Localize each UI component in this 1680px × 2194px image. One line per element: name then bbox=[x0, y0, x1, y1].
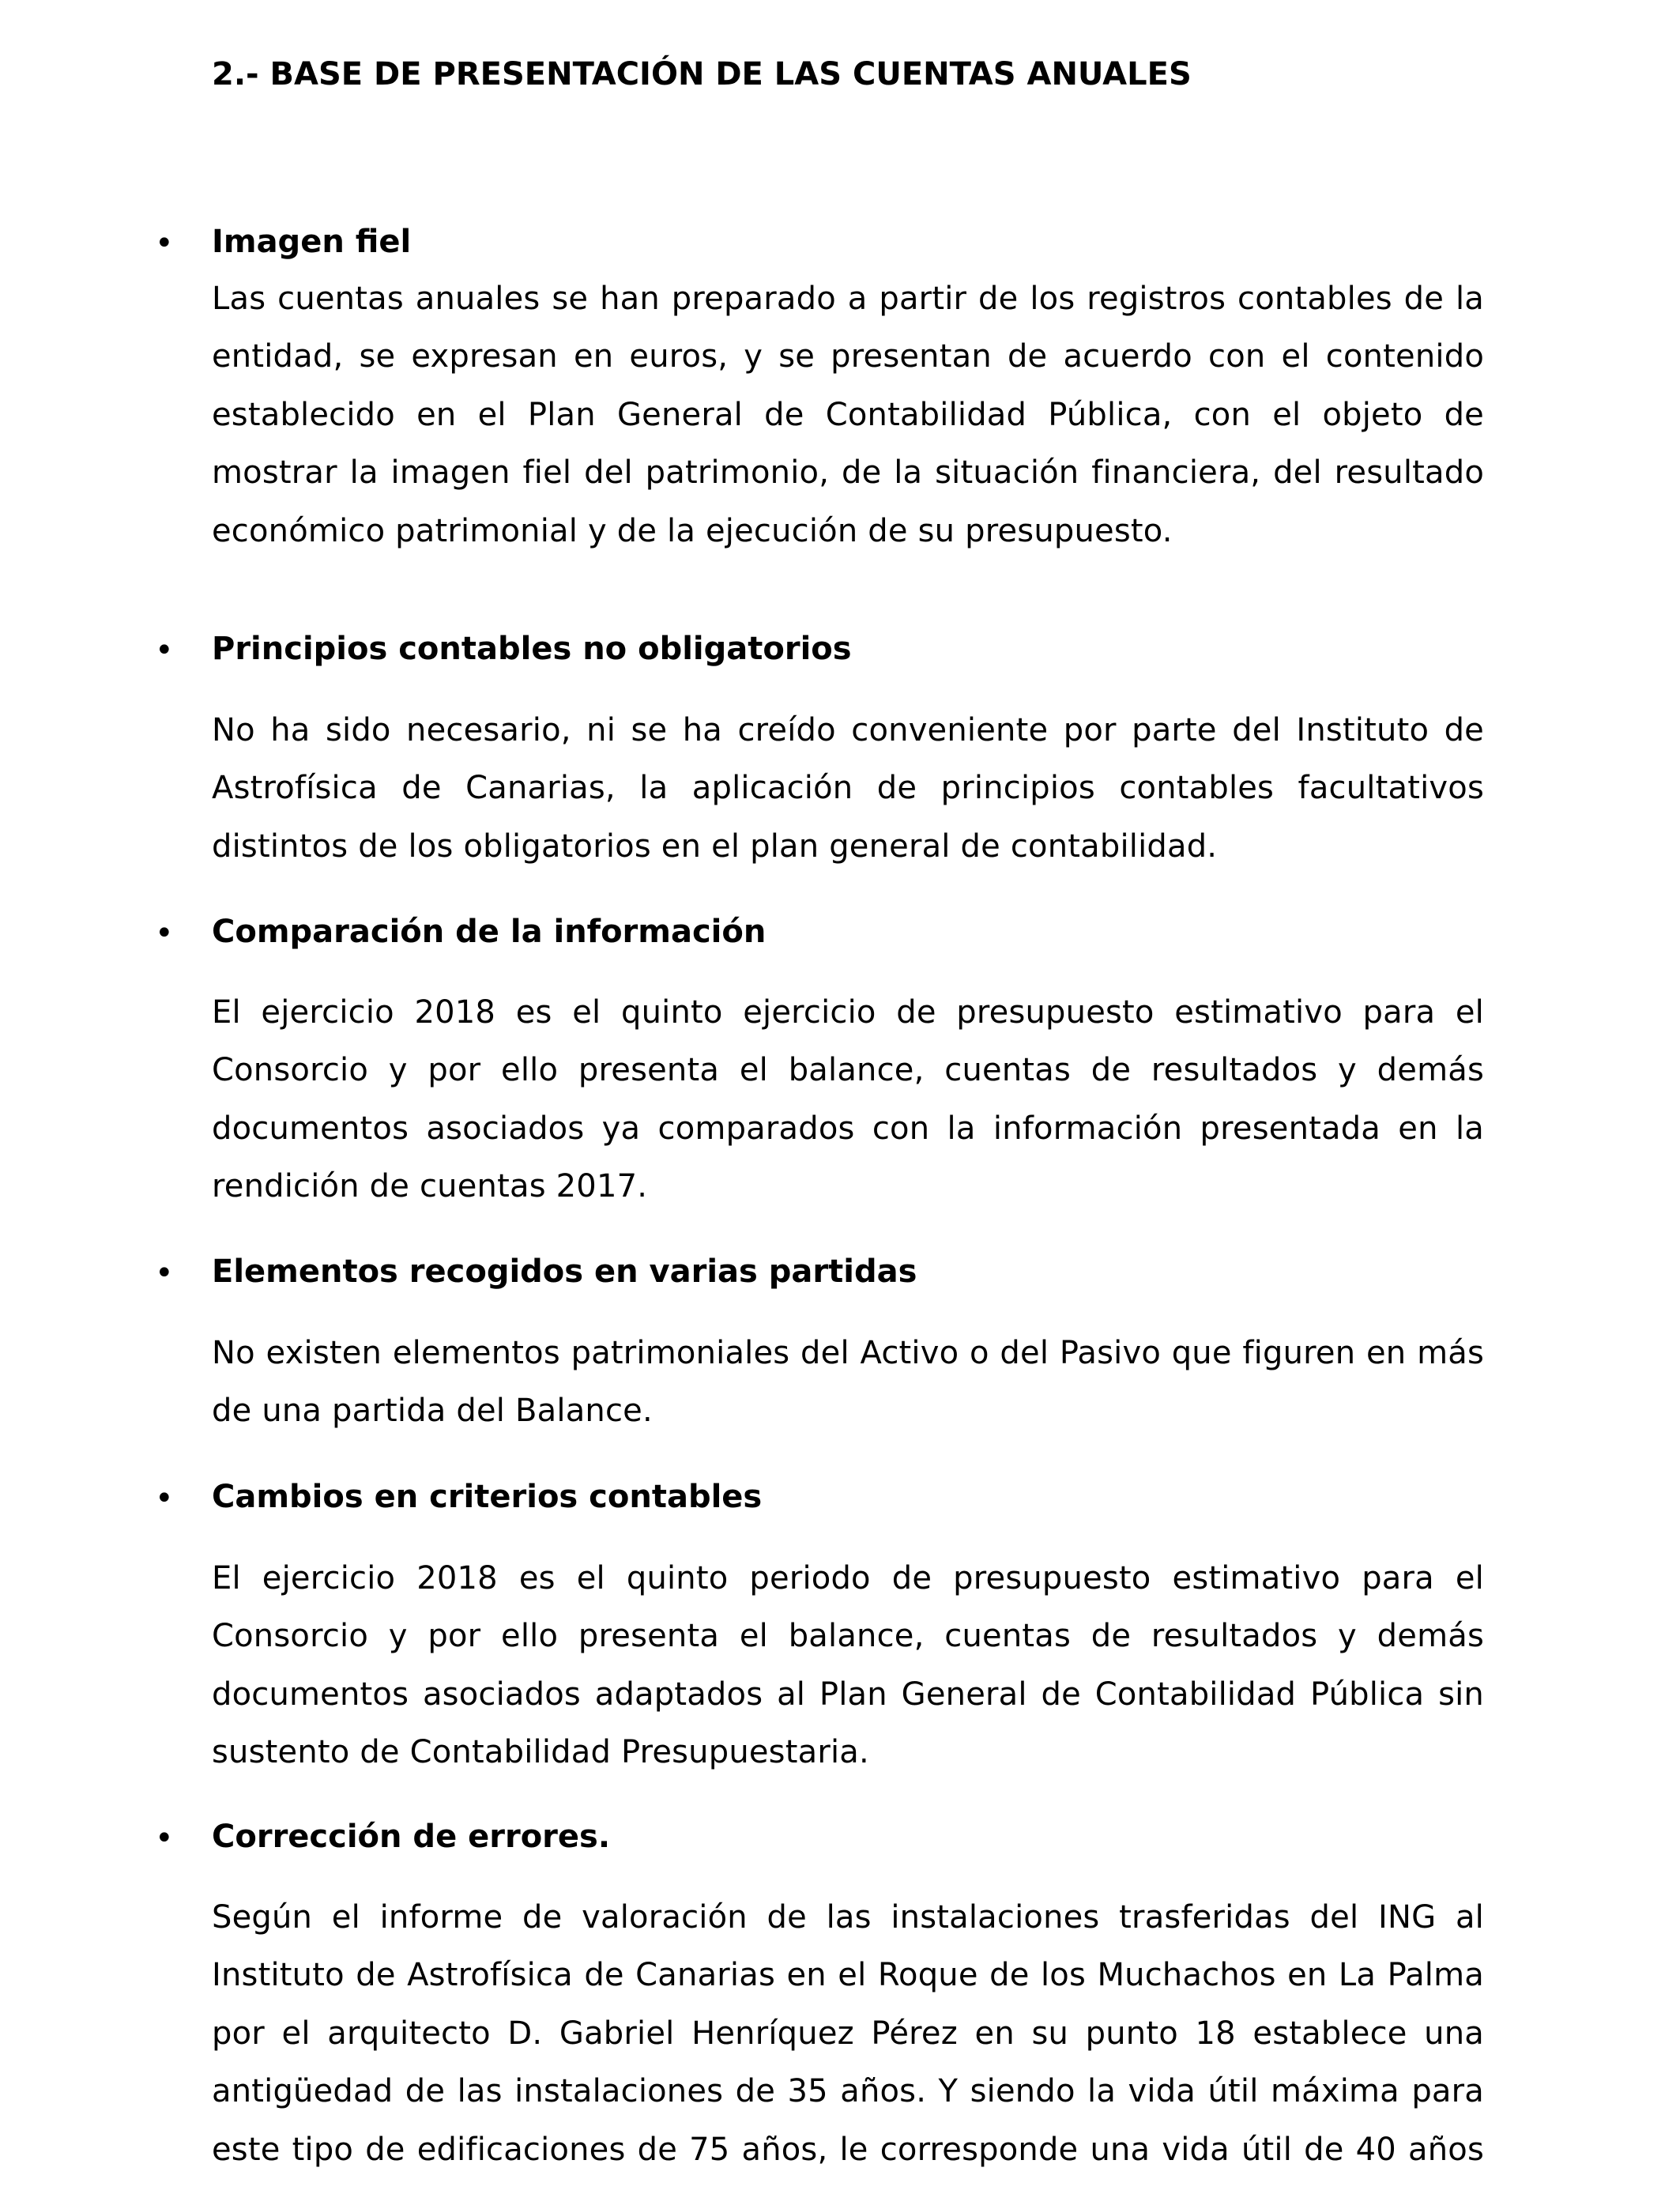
section-body-principios: No ha sido necesario, ni se ha creído conveniente por parte del Instituto de Astrofísica de Canarias, la aplicación de principios contables facultativos distintos de los obligatorios en el plan general de contabilidad. bbox=[212, 712, 1484, 865]
section-heading-elementos: Elementos recogidos en varias partidas bbox=[212, 1253, 917, 1290]
section-body-cambios: El ejercicio 2018 es el quinto periodo de presupuesto estimativo para el Consorcio y por ello presenta el balance, cuentas de resultados y demás documentos asociados adaptados al Plan General de Contabilidad Pública sin sustento de Contabilidad Presupuestaria. bbox=[212, 1560, 1484, 1771]
section-body-imagen-fiel: Las cuentas anuales se han preparado a partir de los registros contables de la entidad, se expresan en euros, y se presentan de acuerdo con el contenido establecido en el Plan General de Contabilidad Pública, con el objeto de mostrar la imagen fiel del patrimonio, de la situación financiera, del resultado económico patrimonial y de la ejecución de su presupuesto. bbox=[212, 281, 1484, 549]
bullet-icon: • bbox=[155, 632, 174, 669]
section-heading-imagen-fiel: Imagen fiel bbox=[212, 224, 412, 260]
section-body-comparacion: El ejercicio 2018 es el quinto ejercicio de presupuesto estimativo para el Consorcio y por ello presenta el balance, cuentas de resultados y demás documentos asociados ya comparados con la información presentada en la rendición de cuentas 2017. bbox=[212, 994, 1484, 1205]
bullet-icon: • bbox=[155, 1820, 174, 1857]
section-heading-comparacion: Comparación de la información bbox=[212, 914, 767, 950]
section-heading-cambios: Cambios en criterios contables bbox=[212, 1479, 763, 1515]
section-heading-principios: Principios contables no obligatorios bbox=[212, 631, 852, 667]
section-body-elementos: No existen elementos patrimoniales del Activo o del Pasivo que figuren en más de una partida del Balance. bbox=[212, 1335, 1484, 1430]
section-heading-correccion: Corrección de errores. bbox=[212, 1819, 611, 1855]
bullet-icon: • bbox=[155, 1480, 174, 1517]
bullet-icon: • bbox=[155, 225, 174, 262]
page-title: 2.- BASE DE PRESENTACIÓN DE LAS CUENTAS ANUALES bbox=[212, 56, 1192, 92]
section-body-correccion: Según el informe de valoración de las instalaciones trasferidas del ING al Instituto de Astrofísica de Canarias en el Roque de los Muchachos en La Palma por el arquitecto D. Gabriel Henríquez Pérez en su punto 18 establece una antigüedad de las instalaciones de 35 años. Y siendo la vida útil máxima para este tipo de edificaciones de 75 años, le corresponde una vida útil de 40 años bbox=[212, 1899, 1484, 2168]
bullet-icon: • bbox=[155, 915, 174, 952]
bullet-icon: • bbox=[155, 1255, 174, 1291]
